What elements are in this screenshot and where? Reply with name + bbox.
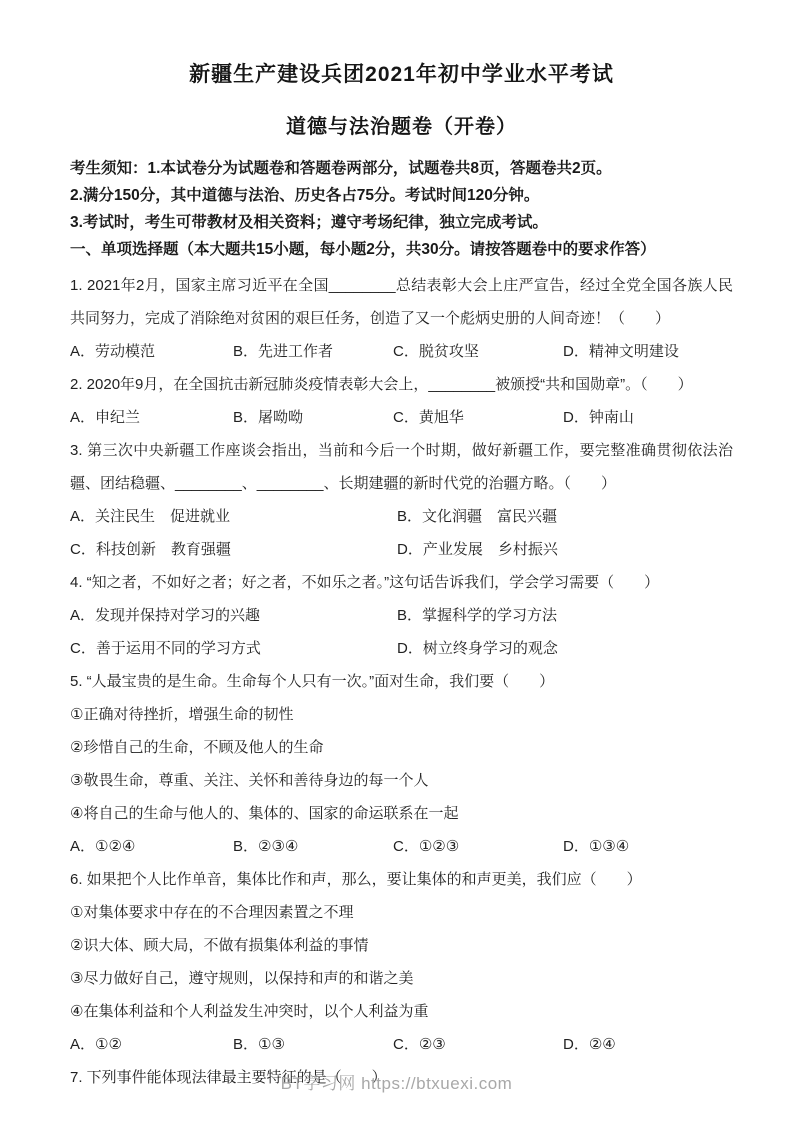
question-6-stem: 6. 如果把个人比作单音，集体比作和声，那么，要让集体的和声更美，我们应（ ） [70, 871, 642, 888]
question-4-option-a: A．发现并保持对学习的兴趣 [70, 607, 261, 624]
question-1-option-c: C．脱贫攻坚 [393, 343, 479, 360]
question-3-options [70, 500, 733, 566]
question-2 [70, 368, 733, 434]
question-3-stem: 3. 第三次中央新疆工作座谈会指出，当前和今后一个时期，做好新疆工作，要完整准确贯彻依法治疆、团结稳疆、________、________、长期建疆的新时代党的治疆方略。（ ） [70, 442, 733, 492]
notice-line-1: 考生须知：1.本试卷分为试题卷和答题卷两部分，试题卷共8页，答题卷共2页。 [70, 160, 612, 177]
question-6-subitem-3: ③尽力做好自己，遵守规则，以保持和声的和谐之美 [70, 970, 414, 987]
question-5-stem: 5. “人最宝贵的是生命。生命每个人只有一次。”面对生命，我们要（ ） [70, 673, 555, 690]
question-5-subitem-4: ④将自己的生命与他人的、集体的、国家的命运联系在一起 [70, 805, 459, 822]
question-3-option-d: D．产业发展 乡村振兴 [397, 541, 558, 558]
question-4-options [70, 599, 733, 665]
question-3-option-b: B．文化润疆 富民兴疆 [397, 508, 558, 525]
question-1-stem: 1. 2021年2月，国家主席习近平在全国________总结表彰大会上庄严宣告，经过全党全国各族人民共同努力，完成了消除绝对贫困的艰巨任务，创造了又一个彪炳史册的人间奇迹！（ ） [70, 277, 733, 327]
question-4-stem: 4. “知之者，不如好之者；好之者，不如乐之者。”这句话告诉我们，学会学习需要（ ） [70, 574, 660, 591]
question-6-options [70, 1028, 733, 1061]
question-1-option-a: A．劳动模范 [70, 343, 156, 360]
question-5-option-b: B．②③④ [233, 838, 299, 855]
question-6-option-a: A．①② [70, 1036, 122, 1053]
question-4 [70, 566, 733, 665]
question-5-option-c: C．①②③ [393, 838, 460, 855]
question-6 [70, 863, 733, 1061]
question-5-options [70, 830, 733, 863]
question-6-subitem-1: ①对集体要求中存在的不合理因素置之不理 [70, 904, 354, 921]
question-1-option-d: D．精神文明建设 [563, 343, 679, 360]
question-5-option-a: A．①②④ [70, 838, 136, 855]
question-7-stem: 7. 下列事件能体现法律最主要特征的是（ ） [70, 1069, 387, 1086]
question-6-option-b: B．①③ [233, 1036, 285, 1053]
question-3-option-a: A．关注民生 促进就业 [70, 508, 231, 525]
question-2-stem: 2. 2020年9月，在全国抗击新冠肺炎疫情表彰大会上，________被颁授“共和国勋章”。（ ） [70, 376, 693, 393]
question-2-option-d: D．钟南山 [563, 409, 634, 426]
site-watermark: BT学习网 https://btxuexi.com [280, 1074, 513, 1093]
section-heading: 一、单项选择题（本大题共15小题，每小题2分，共30分。请按答题卷中的要求作答） [70, 241, 656, 258]
question-6-subitem-4: ④在集体利益和个人利益发生冲突时，以个人利益为重 [70, 1003, 429, 1020]
question-2-options [70, 401, 733, 434]
question-3-option-c: C．科技创新 教育强疆 [70, 541, 231, 558]
question-1-options [70, 335, 733, 368]
question-6-subitem-2: ②识大体、顾大局，不做有损集体利益的事情 [70, 937, 369, 954]
question-2-option-b: B．屠呦呦 [233, 409, 304, 426]
candidate-notices [70, 155, 733, 236]
page-subtitle: 道德与法治题卷（开卷） [286, 116, 517, 138]
question-3 [70, 434, 733, 566]
question-2-option-a: A．申纪兰 [70, 409, 141, 426]
page-title: 新疆生产建设兵团2021年初中学业水平考试 [189, 63, 614, 86]
question-4-option-c: C．善于运用不同的学习方式 [70, 640, 261, 657]
question-2-option-c: C．黄旭华 [393, 409, 464, 426]
question-6-option-c: C．②③ [393, 1036, 446, 1053]
question-6-option-d: D．②④ [563, 1036, 616, 1053]
question-5-option-d: D．①③④ [563, 838, 630, 855]
question-4-option-d: D．树立终身学习的观念 [397, 640, 558, 657]
question-5-subitem-2: ②珍惜自己的生命，不顾及他人的生命 [70, 739, 324, 756]
question-1-option-b: B．先进工作者 [233, 343, 334, 360]
notice-line-3: 3.考试时，考生可带教材及相关资料；遵守考场纪律，独立完成考试。 [70, 214, 548, 231]
question-5-subitem-3: ③敬畏生命，尊重、关注、关怀和善待身边的每一个人 [70, 772, 429, 789]
notice-line-2: 2.满分150分，其中道德与法治、历史各占75分。考试时间120分钟。 [70, 187, 540, 204]
question-5 [70, 665, 733, 863]
question-5-subitem-1: ①正确对待挫折，增强生命的韧性 [70, 706, 294, 723]
question-4-option-b: B．掌握科学的学习方法 [397, 607, 558, 624]
question-1 [70, 269, 733, 368]
